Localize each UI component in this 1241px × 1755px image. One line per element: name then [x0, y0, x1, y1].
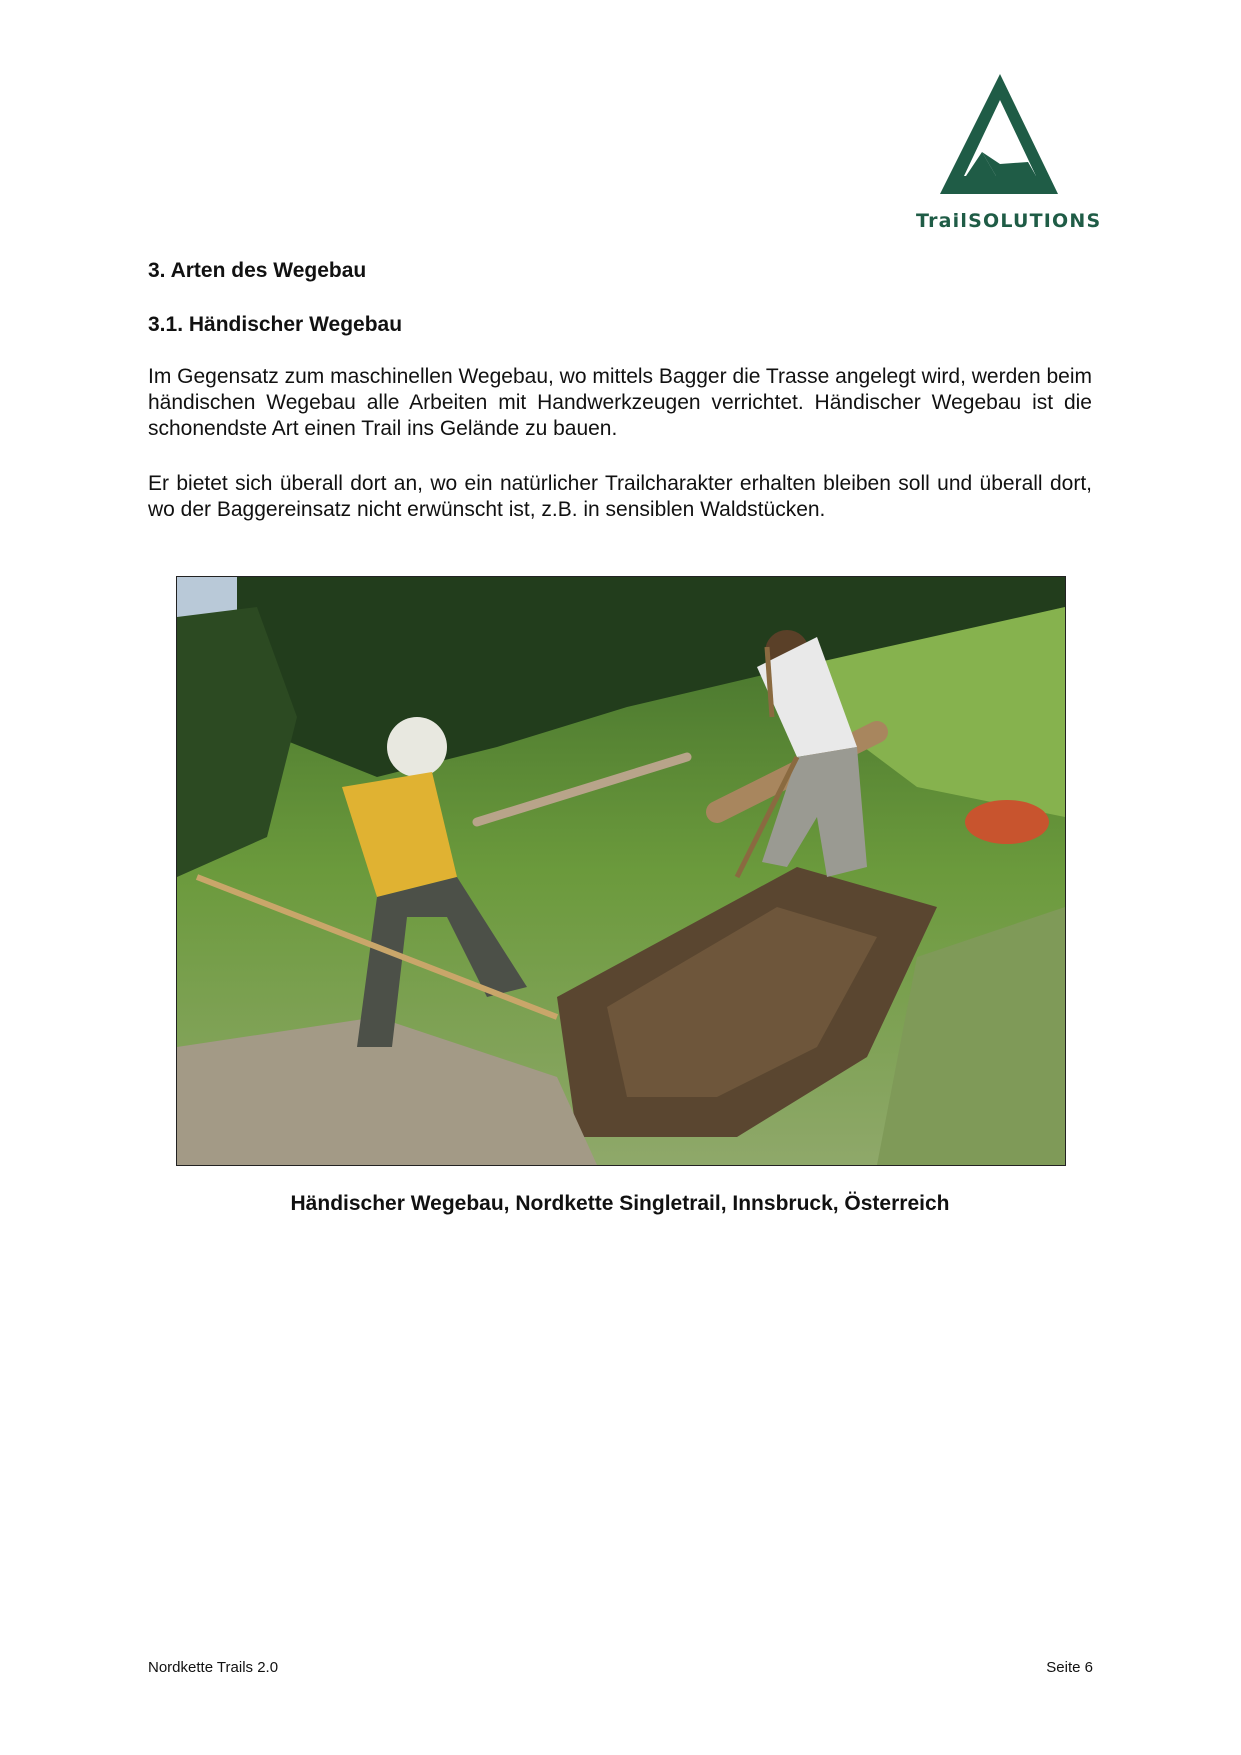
triangle-logo-icon — [936, 72, 1076, 202]
subsection-heading: 3.1. Händischer Wegebau — [148, 313, 403, 336]
photo-illustration — [177, 577, 1065, 1165]
trail-building-photo — [176, 576, 1066, 1166]
section-heading: 3. Arten des Wegebau — [148, 259, 367, 282]
paragraph-2: Er bietet sich überall dort an, wo ein natürlicher Trailcharakter erhalten bleiben soll und überall dort, wo der Baggereinsatz nicht erwünscht ist, z.B. in sensiblen Waldstücken. — [148, 472, 1092, 521]
footer-page-number: Seite 6 — [1046, 1659, 1093, 1676]
company-logo — [916, 66, 1102, 236]
footer-document-title: Nordkette Trails 2.0 — [148, 1659, 279, 1676]
paragraph-1: Im Gegensatz zum maschinellen Wegebau, wo mittels Bagger die Trasse angelegt wird, werden beim händischen Wegebau alle Arbeiten mit Handwerkzeugen verrichtet. Händischer Wegebau ist die schonendste Art einen Trail ins Gelände zu bauen. — [148, 365, 1092, 440]
logo-wordmark: TrailSOLUTIONS — [916, 210, 1102, 232]
photo-caption: Händischer Wegebau, Nordkette Singletrail, Innsbruck, Österreich — [290, 1192, 950, 1215]
